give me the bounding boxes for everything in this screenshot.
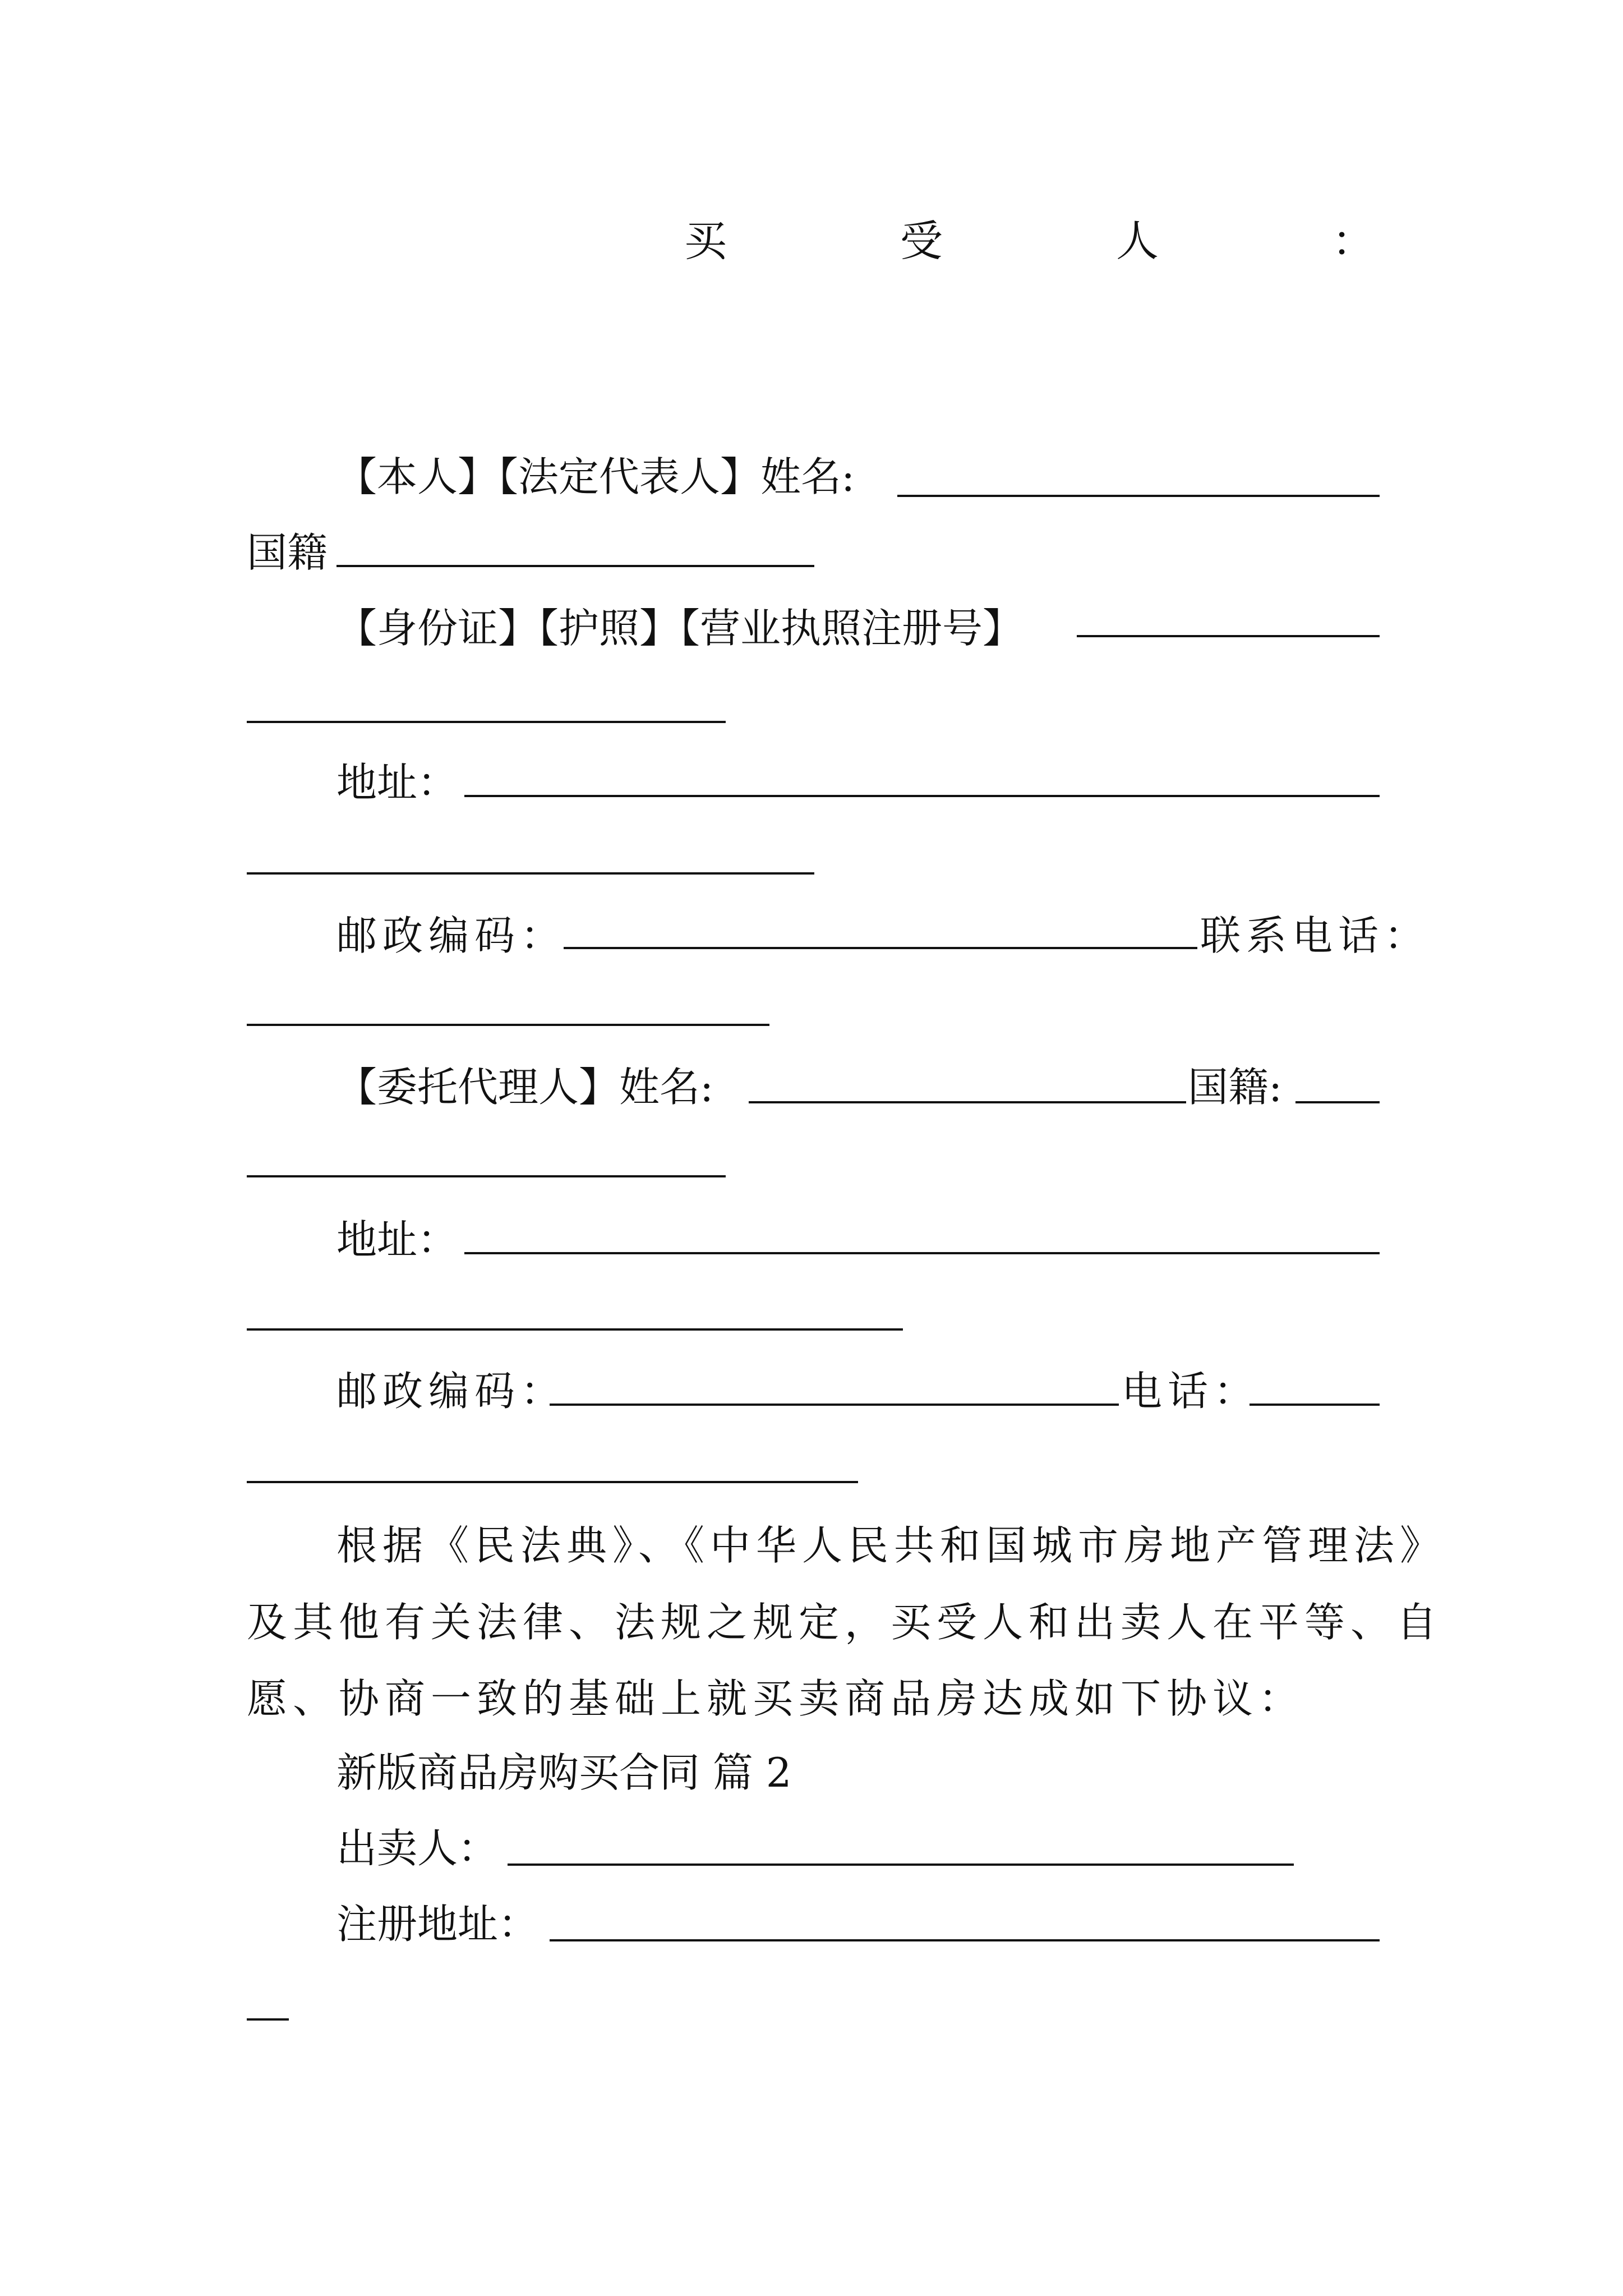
buyer-id-field[interactable]: [1077, 635, 1380, 637]
agent-address-field[interactable]: [464, 1252, 1380, 1254]
agent-phone-field[interactable]: [1249, 1404, 1380, 1406]
buyer-address-line: [0, 754, 1623, 811]
section-heading: 新版商品房购买合同 篇 2: [336, 1749, 792, 1796]
agent-address-line: [0, 1212, 1623, 1268]
title-char-2: 受: [900, 216, 943, 266]
buyer-address-field[interactable]: [464, 795, 1380, 797]
buyer-phone-label: 联系电话：: [1200, 912, 1431, 959]
agent-phone-field-continued[interactable]: [247, 1481, 858, 1483]
agent-address-label: 地址：: [336, 1216, 458, 1263]
seller-field[interactable]: [508, 1864, 1294, 1866]
buyer-name-label: 【本人】【法定代表人】姓名:: [336, 453, 855, 500]
buyer-postcode-line: [0, 908, 1623, 964]
buyer-postcode-field[interactable]: [564, 947, 1197, 949]
seller-label: 出卖人：: [336, 1825, 499, 1872]
buyer-phone-field[interactable]: [247, 1024, 769, 1026]
buyer-nationality-field[interactable]: [336, 565, 814, 567]
buyer-name-field[interactable]: [897, 495, 1380, 497]
agent-nationality-field[interactable]: [1295, 1101, 1380, 1103]
seller-line: [0, 1820, 1623, 1876]
buyer-nationality-label: 国籍: [247, 529, 328, 576]
buyer-address-field-continued[interactable]: [247, 872, 814, 875]
paragraph-line-3: 愿、协商一致的基础上就买卖商品房达成如下协议：: [247, 1675, 1305, 1722]
registered-address-field[interactable]: [550, 1939, 1380, 1941]
agent-phone-label: 电话：: [1122, 1368, 1260, 1415]
buyer-id-field-continued[interactable]: [247, 721, 726, 723]
agent-name-label: 【委托代理人】姓名:: [336, 1064, 714, 1111]
buyer-postcode-label: 邮政编码：: [336, 912, 567, 959]
buyer-id-line: [0, 600, 1623, 656]
agent-name-field[interactable]: [749, 1101, 1186, 1103]
registered-address-line: [0, 1896, 1623, 1952]
agent-postcode-field[interactable]: [550, 1404, 1119, 1406]
buyer-id-label: 【身份证】【护照】【营业执照注册号】: [336, 605, 1023, 652]
agent-name-line: [0, 1059, 1623, 1115]
buyer-name-line: [0, 449, 1623, 505]
agent-nationality-field-continued[interactable]: [247, 1175, 726, 1177]
agent-address-field-continued[interactable]: [247, 1328, 903, 1331]
title-char-3: 人: [1116, 216, 1159, 266]
registered-address-label: 注册地址：: [336, 1901, 539, 1948]
paragraph-line-2: 及其他有关法律、法规之规定，买受人和出卖人在平等、自: [247, 1599, 1443, 1646]
title-char-1: 买: [684, 216, 727, 266]
buyer-nationality-line: [0, 524, 1623, 581]
buyer-address-label: 地址：: [336, 759, 458, 806]
title-char-4: ：: [1332, 216, 1375, 266]
paragraph-line-1: 根据《民法典》、《中华人民共和国城市房地产管理法》: [336, 1522, 1446, 1569]
agent-nationality-label: 国籍:: [1188, 1064, 1283, 1111]
registered-address-field-continued[interactable]: [247, 2018, 289, 2021]
agent-postcode-label: 邮政编码：: [336, 1368, 567, 1415]
agent-postcode-line: [0, 1363, 1623, 1419]
